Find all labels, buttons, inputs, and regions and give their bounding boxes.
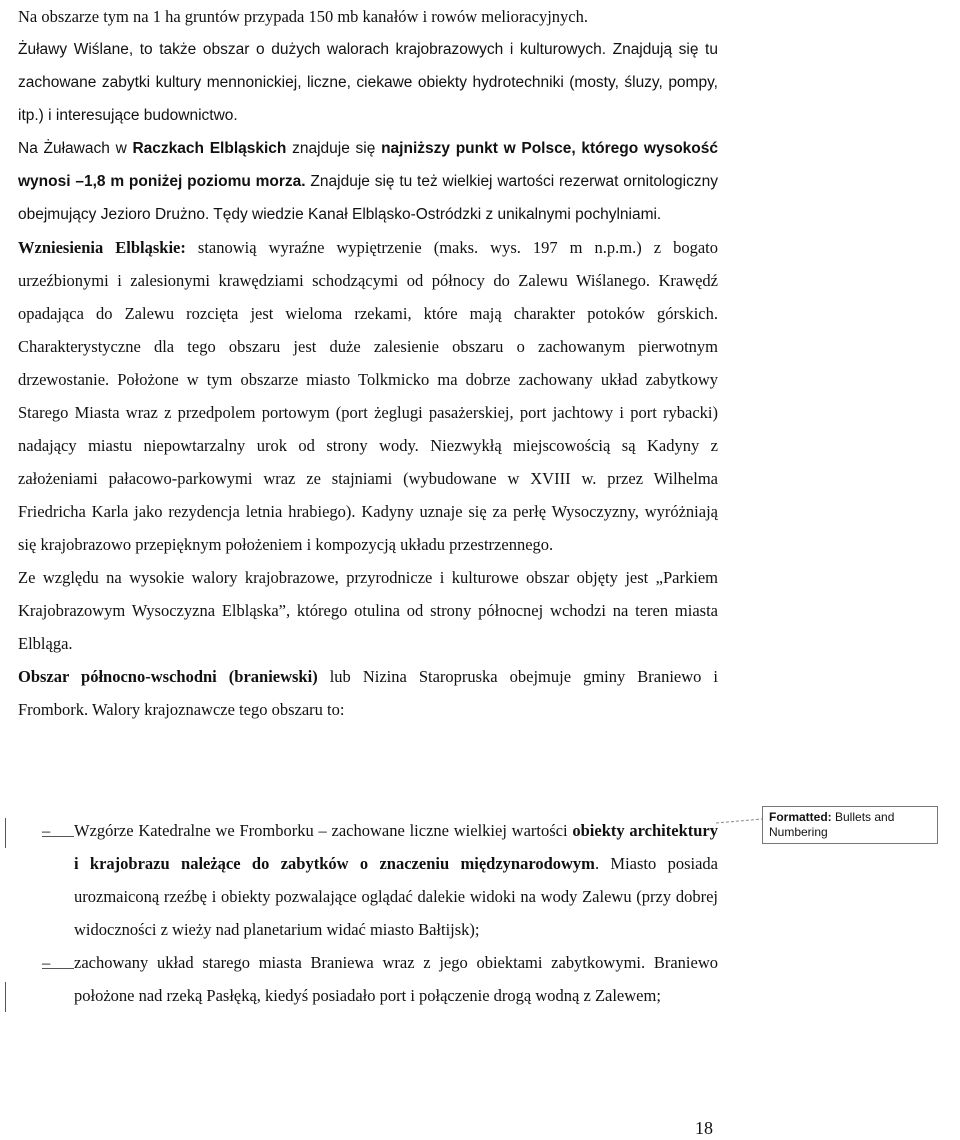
paragraph-drainage: Na obszarze tym na 1 ha gruntów przypada 150 mb kanałów i rowów melioracyjnych. xyxy=(18,7,588,26)
lowest-point-bold: najniższy punkt w Polsce, którego wysokość wynosi –1,8 m poniżej poziomu morza. xyxy=(18,140,718,190)
braniewo-bold: Obszar północno-wschodni (braniewski) xyxy=(18,667,318,686)
paragraph-wzniesienia: Wzniesienia Elbląskie: stanowią wyraźne wypiętrzenie (maks. wys. 197 m n.p.m.) z bogato urzeźbionymi i zalesionymi krawędziami schodzącymi od północy do Zalewu Wiślanego. Krawędź opadająca do Zalewu rozcięta jest wieloma rzekami, które mają charakter potoków górskich. Charakterystyczne dla tego obszaru jest duże zalesienie obszaru o zachowanym pierwotnym drzewostanie. Położone w tym obszarze miasto Tolkmicko ma dobrze zachowany układ zabytkowy Starego Miasta wraz z przedpolem portowym (port żeglugi pasażerskiej, port jachtowy i port rybacki) nadający miastu niepowtarzalny urok od strony wody. Niezwykłą miejscowością są Kadyny z założeniami pałacowo-parkowymi wraz ze stajniami (wybudowane w XVIII w. przez Wilhelma Friedricha Karla jako rezydencja letnia hrabiego). Kadyny uznaje się za perłę Wysoczyzny, wyróżniają się krajobrazowo przepięknym położeniem i kompozycją układu przestrzennego. xyxy=(18,238,718,554)
change-bar xyxy=(5,982,6,1012)
paragraph-braniewo: Obszar północno-wschodni (braniewski) lub Nizina Staropruska obejmuje gminy Braniewo i Frombork. Walory krajoznawcze tego obszaru to: xyxy=(18,667,718,719)
comment-connector xyxy=(716,818,762,824)
paragraph-zulawy: Żuławy Wiślane, to także obszar o dużych walorach krajobrazowych i kulturowych. Znajdują się tu zachowane zabytki kultury mennonickiej, liczne, ciekawe obiekty hydrotechniki (mosty, śluzy, pompy, itp.) i interesujące budownictwo. xyxy=(18,41,718,124)
body-text xyxy=(18,0,718,726)
page-number: 18 xyxy=(695,1118,713,1138)
change-bar xyxy=(5,818,6,848)
wzniesienia-bold: Wzniesienia Elbląskie: xyxy=(18,238,186,257)
bullet-marker: – xyxy=(42,814,74,837)
paragraph-raczki: Na Żuławach w Raczkach Elbląskich znajduje się najniższy punkt w Polsce, którego wysokość wynosi –1,8 m poniżej poziomu morza. Znajduje się tu też wielkiej wartości rezerwat ornitologiczny obejmujący Jezioro Drużno. Tędy wiedzie Kanał Elbląsko-Ostródzki z unikalnymi pochylniami. xyxy=(18,140,718,223)
raczki-bold: Raczkach Elbląskich xyxy=(132,140,287,157)
paragraph-park: Ze względu na wysokie walory krajobrazowe, przyrodnicze i kulturowe obszar objęty jest „Parkiem Krajobrazowym Wysoczyzna Elbląska”, którego otulina od strony północnej wchodzi na teren miasta Elbląga. xyxy=(18,568,718,653)
list-item: – Wzgórze Katedralne we Fromborku – zachowane liczne wielkiej wartości obiekty architektury i krajobrazu należące do zabytków o znaczeniu międzynarodowym. Miasto posiada urozmaiconą rzeźbę i obiekty pozwalające oglądać dalekie widoki na wody Zalewu (przy dobrej widoczności z wieży nad planetarium widać miasto Bałtijsk); xyxy=(18,814,718,946)
bullet-list xyxy=(18,814,718,1012)
formatting-comment-balloon[interactable]: Formatted: Bullets and Numbering xyxy=(762,806,938,844)
list-item: – zachowany układ starego miasta Braniewa wraz z jego obiektami zabytkowymi. Braniewo położone nad rzeką Pasłęką, kiedyś posiadało port i połączenie drogą wodną z Zalewem; xyxy=(18,946,718,1012)
list-item-bold: obiekty architektury i krajobrazu należące do zabytków o znaczeniu międzynarodowym xyxy=(74,821,718,873)
bullet-marker: – xyxy=(42,946,74,969)
